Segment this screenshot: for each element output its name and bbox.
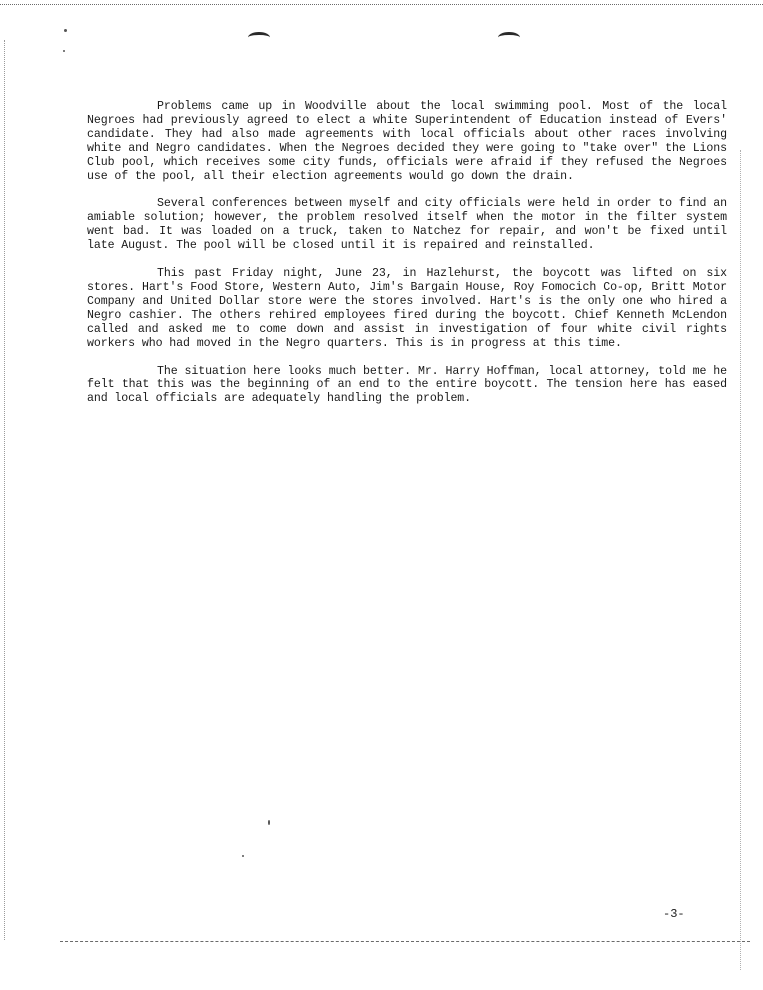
scan-bottom-rule — [60, 941, 750, 942]
binder-mark-right — [498, 32, 520, 43]
paragraph-situation: The situation here looks much better. Mr. Harry Hoffman, local attorney, told me he felt that this was the beginning of an end to the entire boycott. The tension here has eased and local officials are adequately handling the problem. — [87, 364, 727, 406]
paragraph-conferences: Several conferences between myself and city officials were held in order to find an amiable solution; however, the problem resolved itself when the motor in the filter system went bad. It was loaded on a truck, taken to Natchez for repair, and won't be fixed until late August. The pool will be closed until it is repaired and reinstalled. — [87, 197, 727, 253]
scan-speck — [268, 820, 270, 825]
scan-left-edge — [4, 40, 5, 940]
scan-speck — [242, 855, 244, 857]
binder-mark-left — [248, 32, 270, 43]
scan-top-border — [0, 0, 763, 5]
memo-body — [87, 100, 727, 420]
scan-speck — [63, 50, 65, 52]
scan-speck — [64, 29, 67, 32]
scan-right-edge — [740, 150, 741, 970]
paragraph-woodville-pool: Problems came up in Woodville about the local swimming pool. Most of the local Negroes had previously agreed to elect a white Superintendent of Education instead of Evers' candidate. They had also made agreements with local officials about other races involving white and Negro candidates. When the Negroes decided they were going to "take over" the Lions Club pool, which receives some city funds, officials were afraid if they refused the Negroes use of the pool, all their election agreements would go down the drain. — [87, 100, 727, 183]
paragraph-hazlehurst-boycott: This past Friday night, June 23, in Hazlehurst, the boycott was lifted on six stores. Hart's Food Store, Western Auto, Jim's Bargain House, Roy Fomocich Co-op, Britt Motor Company and United Dollar store were the stores involved. Hart's is the only one who hired a Negro cashier. The others rehired employees fired during the boycott. Chief Kenneth McLendon called and asked me to come down and assist in investigation of four white civil rights workers who had moved in the Negro quarters. This is in progress at this time. — [87, 267, 727, 350]
page-number: -3- — [663, 907, 685, 921]
